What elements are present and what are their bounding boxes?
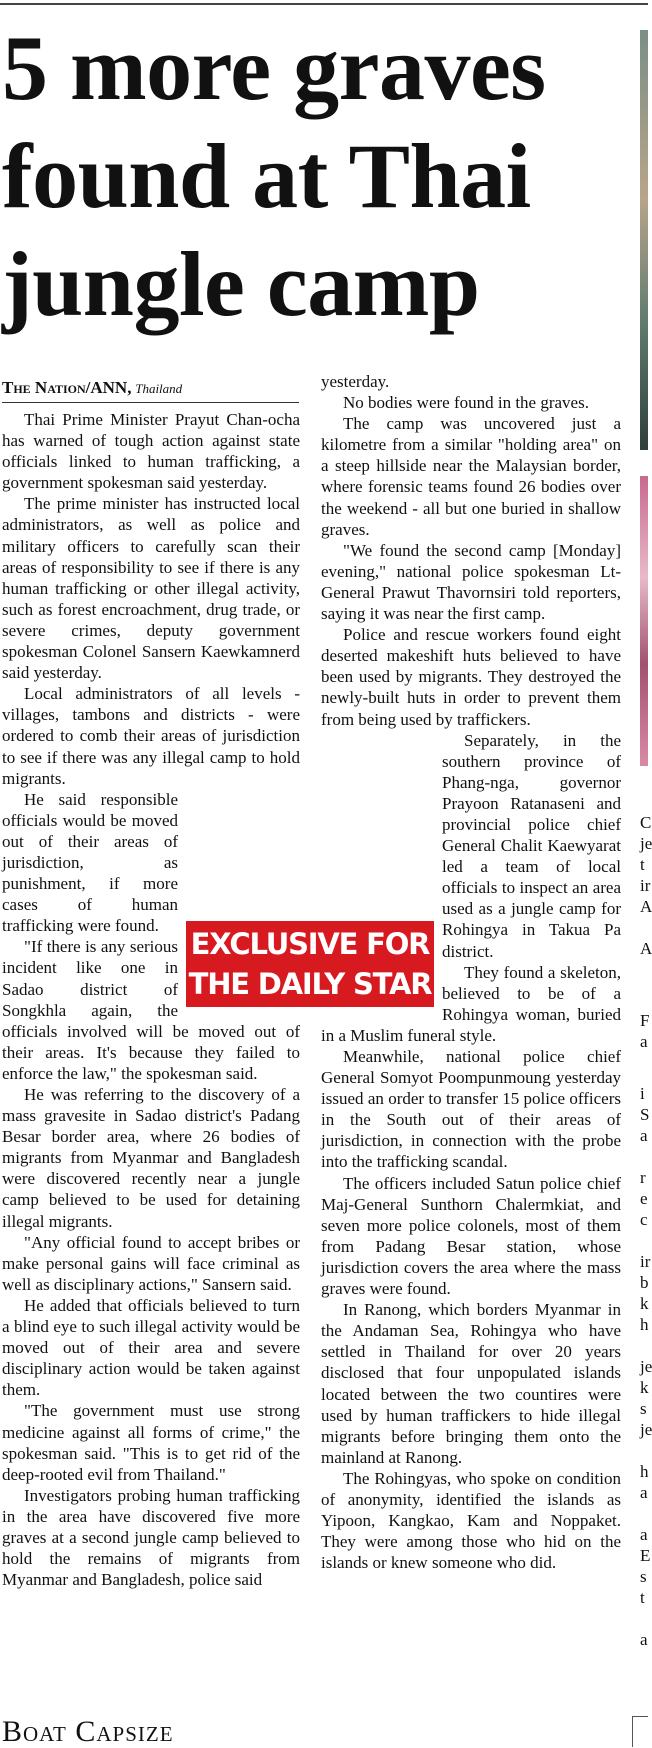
paragraph: Investigators probing human trafficking in the area have discovered five more graves at a second jungle camp believed to hold the remains of migrants from Myanmar and Bangladesh, police said — [2, 1485, 300, 1590]
paragraph: The Rohingyas, who spoke on condition of anonymity, identified the islands as Yipoon, Kangkao, Kam and Noppaket. They were among those who hid on the islands or knew someone who did. — [321, 1468, 621, 1573]
adjacent-photo-edge-2 — [640, 476, 648, 766]
promo-line-1: EXCLUSIVE FOR — [190, 927, 430, 961]
edge-fragment: je — [640, 1420, 652, 1439]
paragraph: The officers included Satun police chief Maj-General Sunthorn Chalermkiat, and seven more police colonels, most of them from Padang Besar station, whose jurisdiction covers the area where the mass graves were found. — [321, 1173, 621, 1299]
paragraph: "Any official found to accept bribes or make personal gains will face criminal as well as disciplinary actions," Sansern said. — [2, 1232, 300, 1294]
edge-fragment: k — [640, 1294, 649, 1313]
edge-box-rule — [632, 1716, 648, 1717]
paragraph: Police and rescue workers found eight deserted makeshift huts believed to have been used by migrants. They destroyed the newly-built huts in order to prevent them from being used by traffickers. — [321, 625, 621, 729]
paragraph: No bodies were found in the graves. — [343, 393, 589, 413]
edge-fragment: r — [640, 1168, 646, 1187]
edge-fragment: A — [640, 939, 652, 958]
byline — [2, 378, 299, 403]
edge-fragment: A — [640, 897, 652, 916]
edge-fragment: C — [640, 813, 652, 832]
paragraph: He was referring to the discovery of a mass gravesite in Sadao district's Padang Besar border area, where 26 bodies of migrants from Myanmar and Bangladesh were discovered recently near a jungle camp believed to be used for detaining illegal migrants. — [2, 1085, 300, 1231]
edge-fragment: b — [640, 1273, 649, 1292]
edge-fragment: h — [640, 1315, 649, 1334]
paragraph: "The government must use strong medicine against all forms of crime," the spokesman said. "This is to get rid of the deep-rooted evil from Thailand." — [2, 1401, 300, 1484]
paragraph: Meanwhile, national police chief General Somyot Poompunmoung yesterday issued an order to transfer 15 police officers in the South out of their areas of jurisdiction, in connection with the probe into the trafficking scandal. — [321, 1047, 621, 1172]
headline: 5 more graves found at Thai jungle camp — [2, 17, 546, 335]
paragraph: He added that officials believed to turn a blind eye to such illegal activity would be moved out of their area and severe disciplinary action would be taken against them. — [2, 1295, 300, 1400]
edge-fragment: s — [640, 1399, 647, 1418]
edge-fragment: a — [640, 1630, 648, 1649]
edge-fragment: ir — [640, 876, 651, 895]
edge-fragment: a — [640, 1032, 648, 1051]
paragraph: In Ranong, which borders Myanmar in the Andaman Sea, Rohingya who have settled in Thailand for over 20 years disclosed that four unpopulated islands located between the two countires were used by human traffickers to hide illegal migrants before bringing them onto the mainland at Ranong. — [321, 1300, 621, 1467]
adjacent-photo-edge — [640, 30, 648, 450]
paragraph: The prime minister has instructed local administrators, as well as police and military officers to carefully scan their areas of responsibility to see if there is any human trafficking or other illegal activity, such as forest encroachment, drug trade, or severe crimes, deputy government spokesman Colonel Sansern Kaewkamnerd said yesterday. — [2, 494, 300, 683]
edge-fragment: t — [640, 1588, 645, 1607]
edge-fragment: E — [640, 1546, 651, 1565]
edge-fragment: je — [640, 1357, 652, 1376]
edge-fragment: e — [640, 1189, 648, 1208]
edge-fragment: ir — [640, 1252, 651, 1271]
paragraph: They found a skeleton, believed to be of a Rohingya woman, buried in a Muslim funeral style. — [321, 962, 621, 1045]
edge-fragment: i — [640, 1084, 645, 1103]
edge-fragment: a — [640, 1126, 648, 1145]
paragraph: yesterday. — [321, 372, 390, 391]
paragraph: Separately, in the southern province of Phang-nga, governor Prayoon Ratanaseni and provincial police chief General Chalit Kaewyarat led a team of local officials to inspect an area used as a jungle camp for Rohingya in Takua Pa district. — [442, 730, 621, 961]
edge-fragment: a — [640, 1483, 648, 1502]
paragraph: Local administrators of all levels - villages, tambons and districts - were ordered to comb their areas of jurisdiction to see if there was any illegal camp to hold migrants. — [2, 684, 300, 788]
edge-fragment: s — [640, 1567, 647, 1586]
edge-fragment: c — [640, 1210, 648, 1229]
paragraph: "We found the second camp [Monday] evening," national police spokesman Lt-General Prawut Thavornsiri told reporters, saying it was near the first camp. — [321, 540, 621, 624]
top-rule — [0, 3, 648, 5]
edge-fragment: S — [640, 1105, 650, 1124]
paragraph: The camp was uncovered just a kilometre from a similar "holding area" on a steep hillside near the Malaysian border, where forensic teams found 26 bodies over the weekend - all but one buried in shallow graves. — [321, 414, 621, 539]
byline-agency: The Nation/ANN, — [2, 378, 132, 397]
edge-fragment: k — [640, 1378, 649, 1397]
edge-fragment: t — [640, 855, 645, 874]
byline-location: Thailand — [135, 381, 183, 396]
promo-line-2: THE DAILY STAR — [188, 967, 432, 1001]
edge-fragment: a — [640, 1525, 648, 1544]
edge-fragment: je — [640, 834, 652, 853]
paragraph: He said responsible officials would be moved out of their areas of jurisdiction, as punishment, if more cases of human trafficking were found. — [2, 789, 178, 936]
paragraph: Thai Prime Minister Prayut Chan-ocha has warned of tough action against state officials linked to human trafficking, a government spokesman said yesterday. — [2, 410, 300, 493]
next-story-subhead: Boat Capsize — [2, 1715, 174, 1748]
edge-box-vrule — [632, 1716, 633, 1747]
paragraph: "If there is any serious incident like one in Sadao district of Songkhla again, the officials involved will be moved out of their areas. It's because they failed to enforce the law," the spokesman said. — [2, 937, 300, 1083]
exclusive-promo-box — [186, 921, 434, 1007]
edge-fragment: h — [640, 1462, 649, 1481]
edge-fragment: F — [640, 1011, 650, 1030]
